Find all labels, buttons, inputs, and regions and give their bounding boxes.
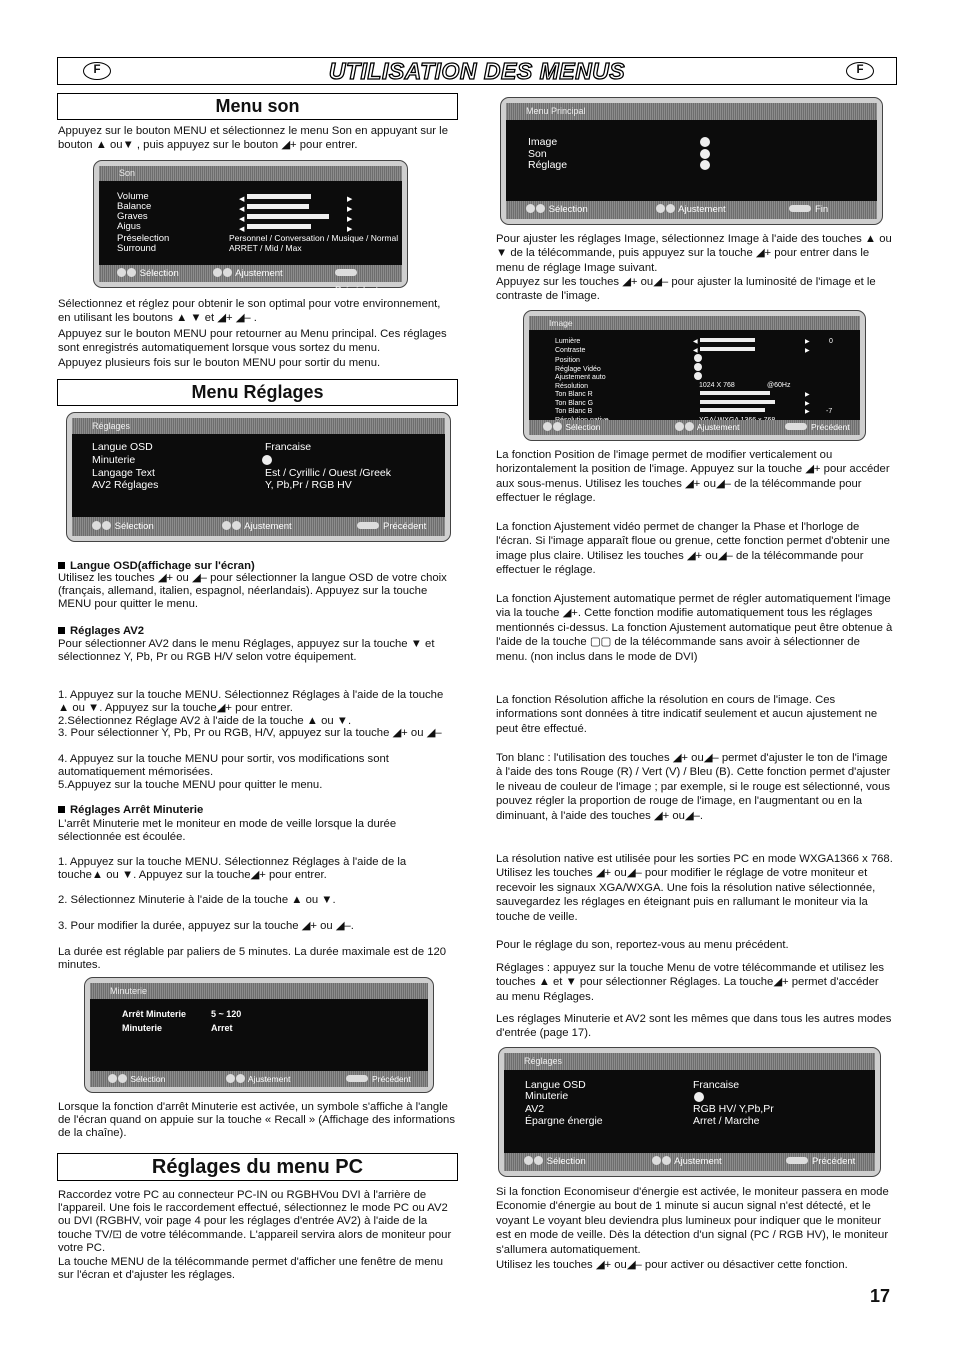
image-level-bar: [700, 347, 755, 351]
reglages-row: Langue OSD: [92, 441, 153, 453]
screen-reglages-pc: [498, 1047, 881, 1177]
screen-footer: [529, 420, 860, 435]
av2-step: 2.Sélectionnez Réglage AV2 à l'aide de la touche ▲ ou ▼.: [58, 715, 352, 727]
enter-icon: [694, 354, 702, 362]
son-row: Préselection: [117, 233, 170, 244]
down-icon: [102, 521, 111, 530]
menu-button-icon: [785, 423, 807, 430]
footer-selection: Sélection: [108, 1071, 165, 1087]
footer-adjust: Ajustement: [226, 1071, 290, 1087]
image-row: Position: [555, 357, 580, 364]
language-badge-left: F: [83, 62, 111, 80]
screen-title: Menu Principal: [506, 103, 877, 120]
left-arrow-icon: ◀: [693, 348, 698, 354]
left-arrow-icon: ◀: [239, 216, 245, 223]
av2-step: 3. Pour sélectionner Y, Pb, Pr ou RGB, H/V, appuyez sur la touche ◢+ ou ◢–: [58, 727, 442, 739]
left-icon: [222, 521, 231, 530]
screen-title: Son: [99, 166, 402, 181]
right-arrow-icon: ▶: [347, 216, 353, 223]
footer-prev: Précédent: [786, 1153, 855, 1171]
menu-button-icon: [335, 269, 357, 276]
right-paragraph: Les réglages Minuterie et AV2 sont les mêmes que dans tous les autres modes d'entrée (page 17).: [496, 1013, 892, 1040]
up-icon: [524, 1156, 533, 1165]
enter-icon: [694, 1092, 704, 1102]
menu-button-icon: [346, 1075, 368, 1082]
section-menu-reglages: Menu Réglages: [57, 379, 458, 406]
screen-title: Réglages: [504, 1053, 875, 1070]
down-icon: [536, 204, 545, 213]
down-icon: [127, 268, 136, 277]
right-icon: [223, 268, 232, 277]
left-arrow-icon: ◀: [239, 226, 245, 233]
right-paragraph: Appuyez sur les touches ◢+ ou◢– pour ajuster la luminosité de l'image et le contraste de l'image.: [496, 276, 876, 303]
ton-blanc-b-value: -7: [826, 408, 833, 415]
reglages-pc-value: RGB HV/ Y,Pb,Pr: [693, 1103, 774, 1115]
reglages-value: Est / Cyrillic / Ouest /Greek: [265, 467, 392, 479]
image-row: Réglage Vidéo: [555, 366, 601, 373]
left-icon: [652, 1156, 661, 1165]
minuterie-step: 2. Sélectionnez Minuterie à l'aide de la touche ▲ ou ▼.: [58, 894, 336, 906]
image-level-bar: [700, 338, 755, 342]
footer-prev: Précédent: [357, 517, 426, 536]
son-paragraph: Sélectionnez et réglez pour obtenir le son optimal pour votre environnement, en utilisant les boutons ▲ ▼ et ◢+ ◢– .: [58, 298, 441, 324]
son-paragraph: Appuyez sur le bouton MENU pour retourner au Menu principal. Ces réglages sont enregistrés automatiquement lorsque vous sortez du menu.: [58, 328, 447, 354]
av2-body: Pour sélectionner AV2 dans le menu Réglages, appuyez sur la touche ▼ et sélectionnez Y, Pb, Pr ou RGB H/V selon votre équipement.: [58, 638, 435, 663]
pc-paragraph: Raccordez votre PC au connecteur PC-IN ou RGBHVou DVI à l'arrière de l'appareil. Une fois le raccordement effectué, sélectionnez le mode PC ou AV2 ou DVI (RGBHV, voir page 4 pour les réglages d'entrée AV2) à l'aide de la touche TV/⊡ de votre télécommande. L'appareil servira alors de moniteur pour votre PC.: [58, 1189, 452, 1254]
screen-title: Image: [529, 316, 860, 330]
reglages-pc-value: Arret / Marche: [693, 1115, 760, 1127]
reglages-row: Langage Text: [92, 467, 155, 479]
section-menu-son: Menu son: [57, 93, 458, 120]
enter-icon: [700, 137, 710, 147]
footer-selection: Sélection: [543, 420, 600, 435]
son-level-bar: [247, 204, 309, 209]
right-arrow-icon: ▶: [805, 348, 810, 354]
page-header: [57, 57, 897, 85]
language-badge-right: F: [846, 62, 874, 80]
screen-footer: [504, 1153, 875, 1171]
son-row: Volume: [117, 191, 149, 202]
screen-menu-principal: [500, 97, 883, 225]
left-icon: [656, 204, 665, 213]
right-paragraph: La fonction Ajustement automatique permet de régler automatiquement l'image via la touche ◢+. Cette fonction modifie automatiquement tous les réglages mentionnés ci-dessus. La fonction Ajustement automatique peut être obtenue à l'aide de la touche ▢▢ de la télécommande sans avoir à sélectionner de menu. (non inclus dans le mode de DVI): [496, 593, 893, 663]
son-intro: Appuyez sur le bouton MENU et sélectionnez le menu Son en appuyant sur le bouton ▲ ou▼ , puis appuyez sur le bouton ◢+ pour entrer.: [58, 125, 448, 151]
enter-icon: [700, 149, 710, 159]
son-level-bar: [247, 224, 311, 229]
right-arrow-icon: ▶: [805, 409, 810, 415]
enter-icon: [700, 160, 710, 170]
bullet-icon: [58, 806, 65, 813]
footer-end: Fin: [789, 201, 828, 219]
up-icon: [108, 1074, 117, 1083]
enter-icon: [694, 363, 702, 371]
reglages-pc-row: Minuterie: [525, 1090, 569, 1102]
image-row: Résolution: [555, 383, 589, 390]
image-row: Ton Blanc G: [555, 400, 594, 407]
right-arrow-icon: ▶: [347, 206, 353, 213]
footer-selection: Sélection: [117, 265, 179, 282]
footer-adjust: Ajustement: [213, 265, 283, 282]
frequency-value: @60Hz: [767, 382, 791, 389]
left-icon: [213, 268, 222, 277]
footer-selection: Sélection: [526, 201, 588, 219]
up-icon: [117, 268, 126, 277]
minuterie-note: La durée est réglable par paliers de 5 minutes. La durée maximale est de 120 minutes.: [58, 946, 447, 971]
left-arrow-icon: ◀: [239, 196, 245, 203]
son-level-bar: [247, 194, 311, 199]
av2-heading: Réglages AV2: [58, 625, 456, 639]
minuterie-row: Arrêt Minuterie: [122, 1009, 187, 1019]
pc-paragraph: La touche MENU de la télécommande permet d'afficher une fenêtre de menu sur l'écran et d'ajuster les réglages.: [58, 1256, 444, 1282]
footer-adjust: Ajustement: [675, 420, 739, 435]
right-arrow-icon: ▶: [805, 392, 810, 398]
minuterie-value: 5 ~ 120: [211, 1009, 242, 1019]
minuterie-row: Minuterie: [122, 1023, 163, 1033]
av2-step: 4. Appuyez sur la touche MENU pour sortir, vos modifications sont automatiquement mémorisées.: [58, 753, 389, 778]
minuterie-heading: Réglages Arrêt Minuterie: [58, 804, 456, 818]
image-level-bar: [700, 408, 765, 412]
footer-adjust: Ajustement: [652, 1153, 722, 1171]
screen-reglages: [66, 412, 451, 542]
right-icon: [232, 521, 241, 530]
down-icon: [534, 1156, 543, 1165]
down-icon: [118, 1074, 127, 1083]
screen-title: Réglages: [72, 418, 445, 434]
bullet-icon: [58, 562, 65, 569]
right-arrow-icon: ▶: [347, 226, 353, 233]
reglages-value: Y, Pb,Pr / RGB HV: [265, 479, 352, 491]
up-icon: [92, 521, 101, 530]
image-row: Contraste: [555, 347, 586, 354]
right-paragraph: La fonction Position de l'image permet de modifier verticalement ou horizontalement la position de l'image. Appuyez sur la touche ◢+ pour accéder aux sous-menus. Utilisez les touches ◢+ ou◢– de la télécommande pour effectuer le réglage.: [496, 449, 890, 505]
minuterie-value: Arret: [211, 1023, 233, 1033]
av2-step: 1. Appuyez sur la touche MENU. Sélectionnez Réglages à l'aide de la touche ▲ ou ▼. Appuyez sur la touche◢+ pour entrer.: [58, 689, 444, 714]
right-arrow-icon: ▶: [805, 339, 810, 345]
page-number: 17: [870, 1286, 891, 1306]
reglages-pc-row: Épargne énergie: [525, 1115, 603, 1127]
image-row: Ton Blanc R: [555, 391, 593, 398]
menu-button-icon: [789, 205, 811, 212]
son-row: Surround: [117, 243, 157, 254]
preset-value: Personnel / Conversation / Musique / Normal: [229, 233, 399, 243]
lumiere-value: 0: [829, 338, 833, 345]
image-level-bar: [700, 400, 775, 404]
up-icon: [526, 204, 535, 213]
resolution-value: 1024 X 768: [699, 382, 735, 389]
section-reglages-pc: Réglages du menu PC: [57, 1153, 458, 1181]
footer-prev: Précédent: [335, 265, 402, 299]
osd-body: Utilisez les touches ◢+ ou ◢– pour sélectionner la langue OSD de votre choix (français, allemand, italien, espagnol, néerlandais). Appuyez sur la touche MENU pour quitter le menu.: [58, 572, 447, 610]
right-paragraph: La résolution native est utilisée pour les sorties PC en mode WXGA1366 x 768. Utilisez les touches ◢+ ou◢– pour modifier le réglage de votre moniteur et recevoir les signaux XGA/WXGA. Une fois la résolution native sélectionnée, sauvegardez les réglages en éteignant puis en rallumant le moniteur via la touche de veille.: [496, 853, 893, 923]
page-title: UTILISATION DES MENUS: [328, 58, 626, 84]
son-row: Aigus: [117, 221, 141, 232]
minuterie-step: 1. Appuyez sur la touche MENU. Sélectionnez Réglages à l'aide de la touche▲ ou ▼. Appuyez sur la touche◢+ pour entrer.: [58, 856, 407, 881]
screen-title: Minuterie: [90, 983, 428, 999]
menu-button-icon: [357, 522, 379, 529]
footer-prev: Précédent: [346, 1071, 411, 1087]
left-arrow-icon: ◀: [239, 206, 245, 213]
screen-footer: [506, 201, 877, 219]
bullet-icon: [58, 627, 65, 634]
right-paragraph: La fonction Ajustement vidéo permet de changer la Phase et l'horloge de l'écran. Si l'image apparaît floue ou grenue, cette fonction permet d'obtenir une image plus claire. Utilisez les touches ◢+ ou◢– de la télécommande pour effectuer le réglage.: [496, 521, 890, 577]
reglages-row: AV2 Réglages: [92, 479, 159, 491]
av2-step: 5.Appuyez sur la touche MENU pour quitter le menu.: [58, 779, 323, 791]
right-icon: [666, 204, 675, 213]
right-arrow-icon: ▶: [805, 401, 810, 407]
minuterie-info: Lorsque la fonction d'arrêt Minuterie est activée, un symbole s'affiche à l'angle de l'écran quand on appuie sur la touche « Recall » (Affichage des informations de la chaîne).: [58, 1101, 455, 1139]
left-arrow-icon: ◀: [693, 339, 698, 345]
footer-prev: Précédent: [785, 420, 850, 435]
principal-row: Son: [528, 148, 547, 160]
surround-value: ARRET / Mid / Max: [229, 243, 302, 253]
right-arrow-icon: ▶: [347, 196, 353, 203]
son-row: Balance: [117, 201, 152, 212]
reglages-pc-value: Francaise: [693, 1079, 740, 1091]
right-icon: [685, 422, 694, 431]
minuterie-body: L'arrêt Minuterie met le moniteur en mode de veille lorsque la durée sélectionnée est écoulée.: [58, 818, 397, 843]
son-level-bar: [247, 214, 329, 219]
left-icon: [226, 1074, 235, 1083]
right-paragraph: La fonction Résolution affiche la résolution en cours de l'image. Ces informations sont données à titre indicatif seulement et aucun ajustement ne peut être effectué.: [496, 694, 878, 735]
right-paragraph: Utilisez les touches ◢+ ou◢– pour activer ou désactiver cette fonction.: [496, 1259, 848, 1271]
principal-row: Réglage: [528, 159, 568, 171]
screen-footer: [90, 1071, 428, 1087]
left-icon: [675, 422, 684, 431]
right-paragraph: Ton blanc : l'utilisation des touches ◢+ ou◢– permet d'ajuster le ton de l'image à l'aide des tons Rouge (R) / Vert (V) / Bleu (B). Cette fonction permet d'ajuster le niveau de couleur de l'image ; par exemple, si le rouge est sélectionné, vous pouvez régler la proportion de rouge de l'image, en l'augmentant ou en la diminuant, à l'aide des touches ◢+ ou◢–.: [496, 752, 891, 822]
right-paragraph: Pour ajuster les réglages Image, sélectionnez Image à l'aide des touches ▲ ou ▼ de la télécommande, puis appuyez sur la touche ◢+ pour entrer dans le menu de réglage Image suivant.: [496, 233, 892, 274]
son-row: Graves: [117, 211, 148, 222]
reglages-pc-row: Langue OSD: [525, 1079, 586, 1091]
screen-image: [523, 310, 866, 441]
enter-icon: [262, 455, 272, 465]
reglages-pc-row: AV2: [525, 1103, 545, 1115]
right-paragraph: Pour le réglage du son, reportez-vous au menu précédent.: [496, 939, 789, 951]
minuterie-step: 3. Pour modifier la durée, appuyez sur la touche ◢+ ou ◢–.: [58, 920, 354, 932]
right-paragraph: Si la fonction Economiseur d'énergie est activée, le moniteur passera en mode Economie d'énergie au bout de 1 minute si aucun signal n'est détecté, et le voyant Le voyant bleu deviendra plus lumineux pour indiquer que le moniteur est en mode de veille. Dès la détection d'un signal (PC / RGB HV), le moniteur s'allumera automatiquement.: [496, 1186, 889, 1256]
up-icon: [543, 422, 552, 431]
osd-heading: Langue OSD(affichage sur l'écran): [58, 560, 456, 574]
menu-button-icon: [786, 1157, 808, 1164]
image-row: Ajustement auto: [555, 374, 606, 381]
right-icon: [236, 1074, 245, 1083]
right-icon: [662, 1156, 671, 1165]
image-row: Lumière: [555, 338, 581, 345]
reglages-row: Minuterie: [92, 454, 136, 466]
footer-adjust: Ajustement: [222, 517, 292, 536]
right-paragraph: Réglages : appuyez sur la touche Menu de votre télécommande et utilisez les touches ▲ et ▼ pour sélectionner Réglages. La touche◢+ permet d'accéder au menu Réglages.: [496, 962, 885, 1003]
screen-footer: [72, 517, 445, 536]
son-paragraph: Appuyez plusieurs fois sur le bouton MENU pour sortir du menu.: [58, 357, 381, 369]
reglages-value: Francaise: [265, 441, 312, 453]
footer-selection: Sélection: [92, 517, 154, 536]
down-icon: [553, 422, 562, 431]
footer-selection: Sélection: [524, 1153, 586, 1171]
footer-adjust: Ajustement: [656, 201, 726, 219]
screen-minuterie: [84, 977, 434, 1093]
screen-footer: [99, 265, 402, 296]
principal-row: Image: [528, 136, 558, 148]
image-row: Ton Blanc B: [555, 408, 593, 415]
screen-son: [93, 160, 408, 296]
